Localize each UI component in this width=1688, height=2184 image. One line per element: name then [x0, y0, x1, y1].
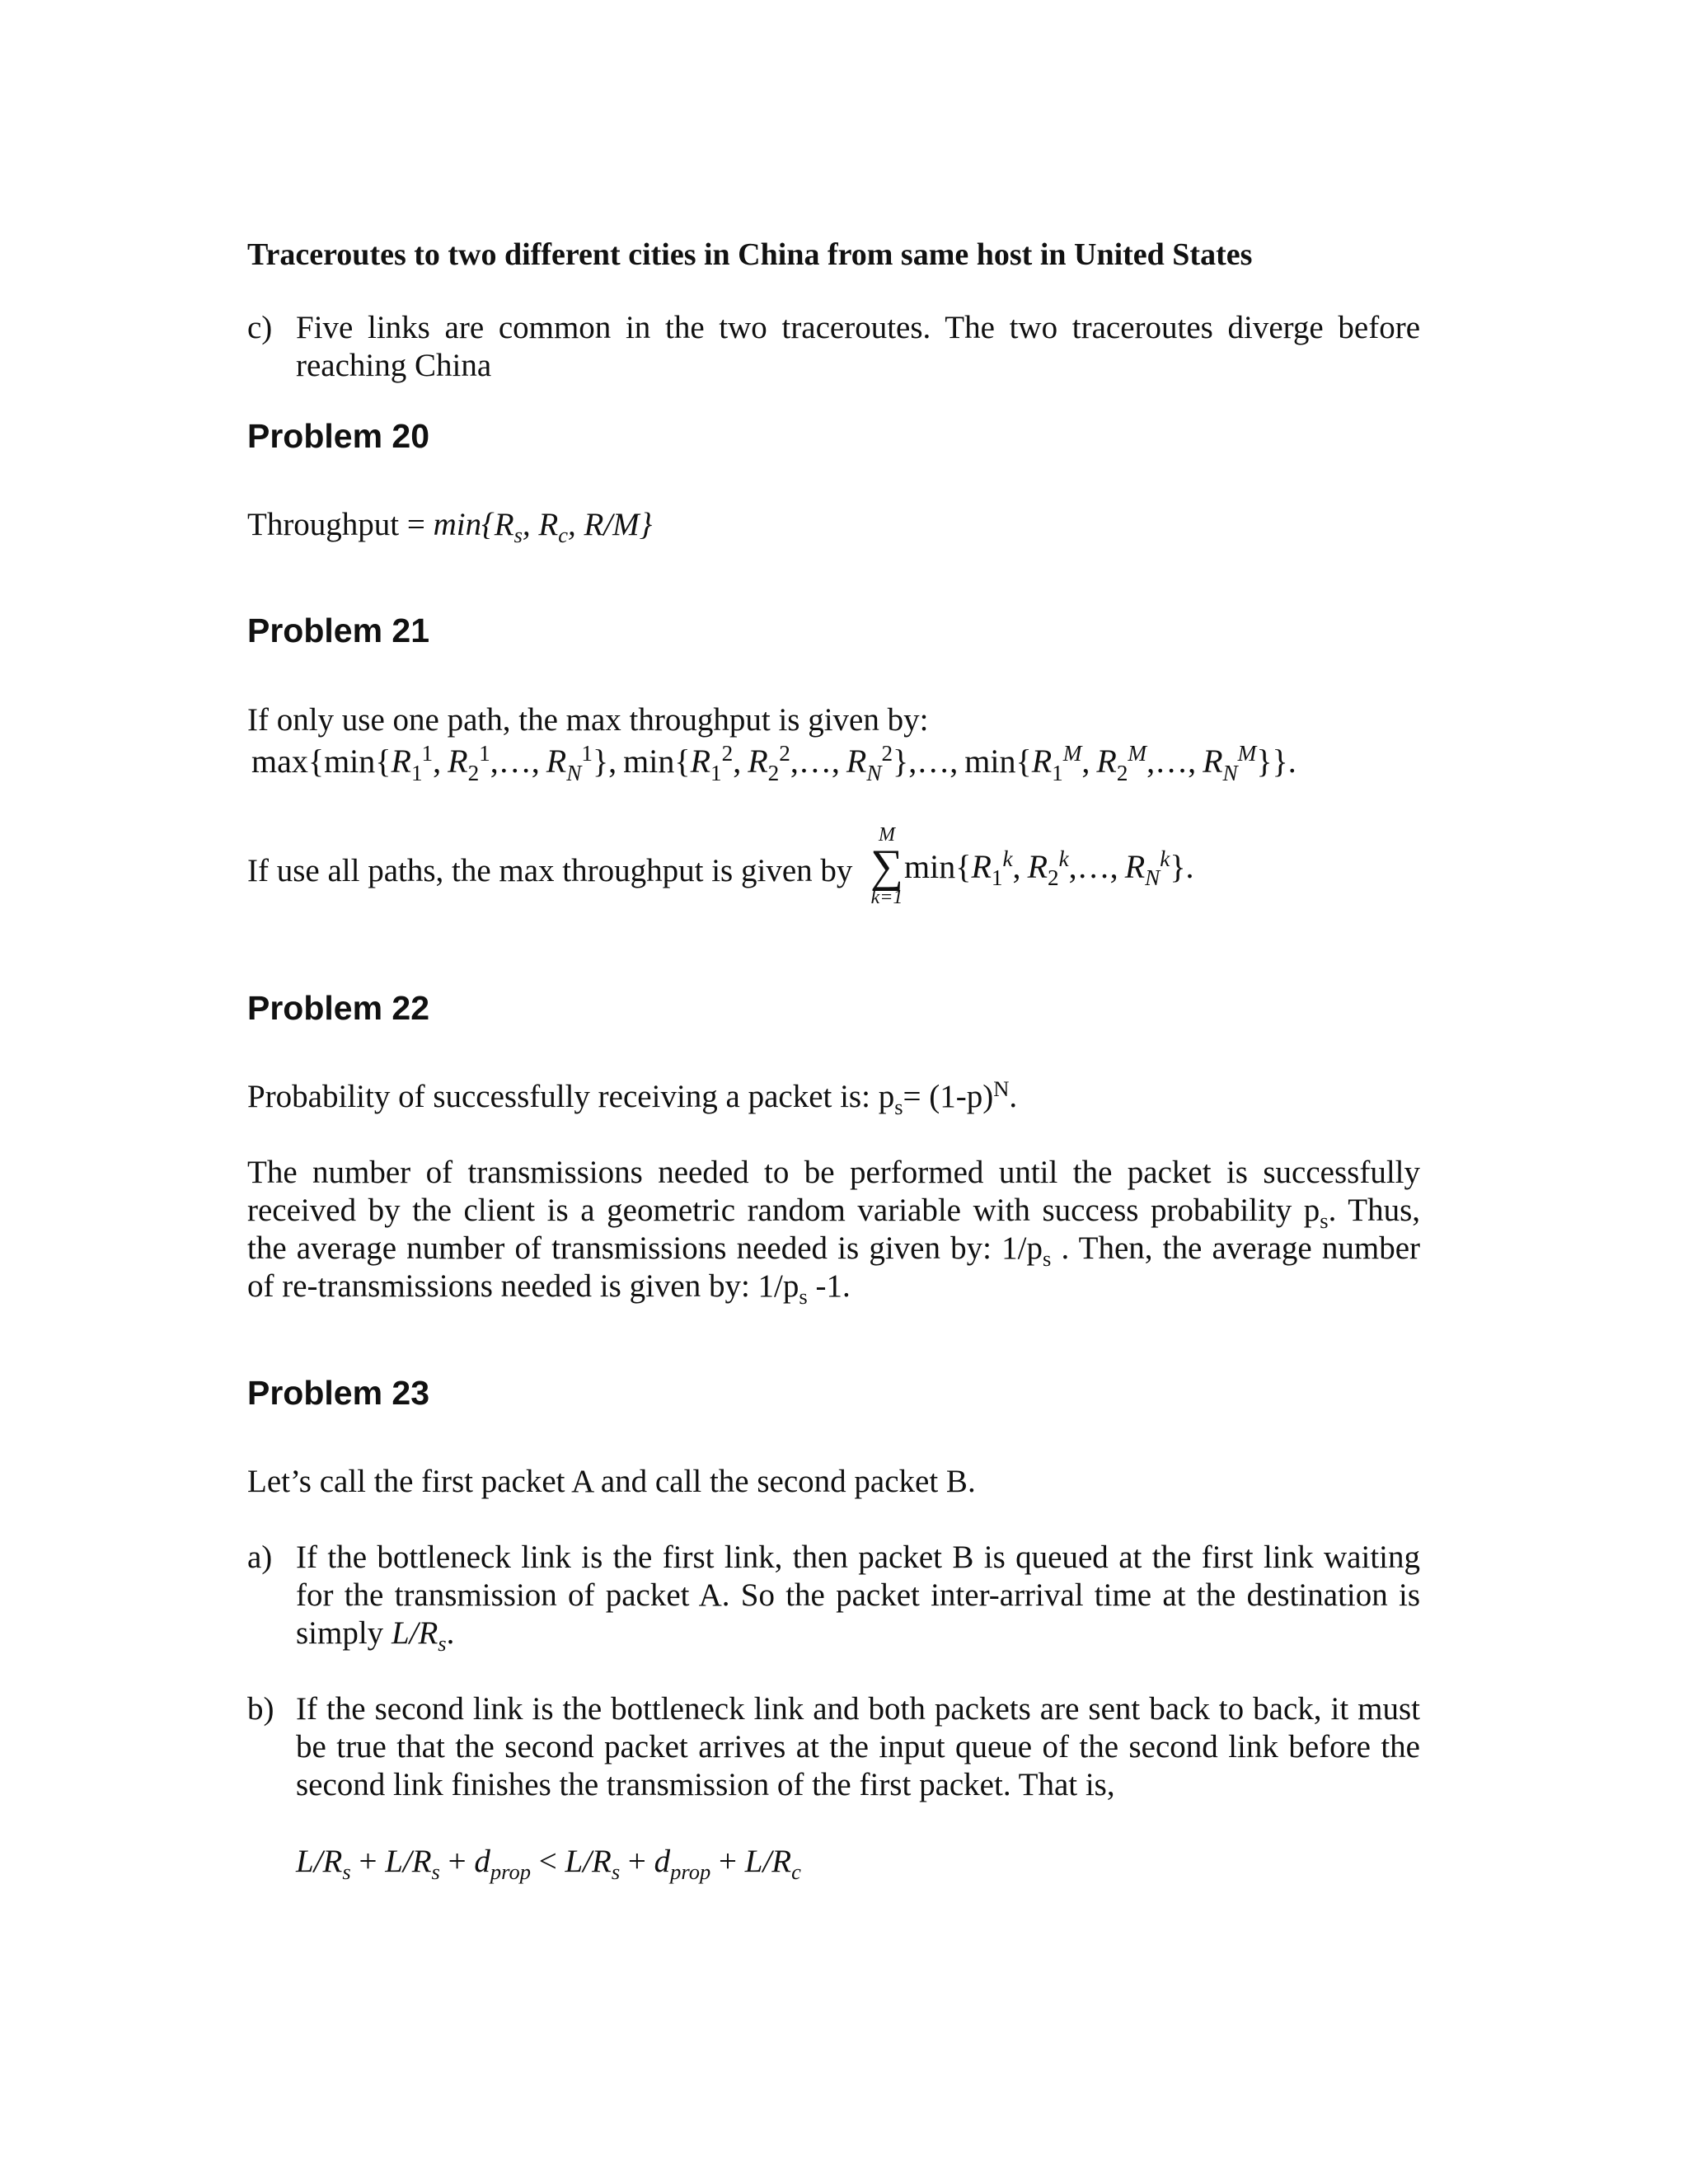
item-b-line-1: If the second link is the bottleneck link and both packets are sent back to back, it must — [296, 1691, 1420, 1727]
item-b-line-3: second link finishes the transmission of the first packet. That is, — [296, 1767, 1115, 1802]
problem-23-intro: Let’s call the first packet A and call the second packet B. — [247, 1464, 976, 1499]
item-a-line-1: If the bottleneck link is the first link, then packet B is queued at the first link waiting — [296, 1540, 1420, 1575]
item-a-line-3: simply $L/R_s$. — [296, 1615, 455, 1657]
summation-symbol: M ∑ k=1 — [870, 824, 903, 908]
item-c-label: c) — [247, 310, 273, 345]
problem-22-para-line-1: The number of transmissions needed to be performed until the packet is successfully — [247, 1155, 1420, 1190]
problem-20-heading: Problem 20 — [247, 417, 430, 455]
throughput-lead: Throughput = — [247, 507, 434, 542]
problem-22-para-line-2: received by the client is a geometric random variable with success probability $p_s$. Thus, — [247, 1193, 1420, 1234]
item-b-label: b) — [247, 1691, 274, 1727]
item-a-line-2: for the transmission of packet A. So the packet inter-arrival time at the destination is — [296, 1577, 1420, 1613]
probability-line: Probability of successfully receiving a packet is: $p_s= (1-p)^N$. — [247, 1076, 1018, 1120]
max-min-formula: $\max\{\min\{R_1^1$, $R_2^1,\dots$, $R_N^1$}, $\min\{R_1^2$, $R_2^2,\dots$, $R_N^2\},\dots$, $\min\{R_1^M$, $R_2^M,\dots$, $R_N^M$}}. — [251, 741, 1296, 785]
problem-21-line-2: If use all paths, the max throughput is given by — [247, 853, 853, 888]
item-c-line-1: Five links are common in the two traceroutes. The two traceroutes diverge before — [296, 310, 1420, 345]
problem-22-para-line-4: of re-transmissions needed is given by: $1/p_s$ -1. — [247, 1268, 851, 1310]
problem-23-heading: Problem 23 — [247, 1374, 430, 1412]
item-c-line-2: reaching China — [296, 348, 492, 383]
problem-22-para-line-3: the average number of transmissions needed is given by: $1/p_s$ . Then, the average number — [247, 1230, 1420, 1272]
problem-21-heading: Problem 21 — [247, 612, 430, 649]
problem-21-line-1: If only use one path, the max throughput is given by: — [247, 702, 929, 738]
document-title: Traceroutes to two different cities in China from same host in United States — [247, 237, 1253, 272]
problem-22-heading: Problem 22 — [247, 989, 430, 1027]
sum-min-formula: M ∑ k=1 $\min\{R_1^k$, $R_2^k,\dots$, $R_N^k$}. — [870, 824, 1194, 908]
item-b-line-2: be true that the second packet arrives at the input queue of the second link before the — [296, 1729, 1420, 1765]
throughput-formula: $\min\{R_s$, $R_c$, R/M} — [433, 507, 653, 548]
inequality-formula: $L/R_s + L/R_s + d_{prop} < L/R_s + d_{prop} + L/R_c$ — [296, 1844, 801, 1885]
problem-20-throughput — [247, 506, 653, 548]
item-a-label: a) — [247, 1540, 273, 1575]
